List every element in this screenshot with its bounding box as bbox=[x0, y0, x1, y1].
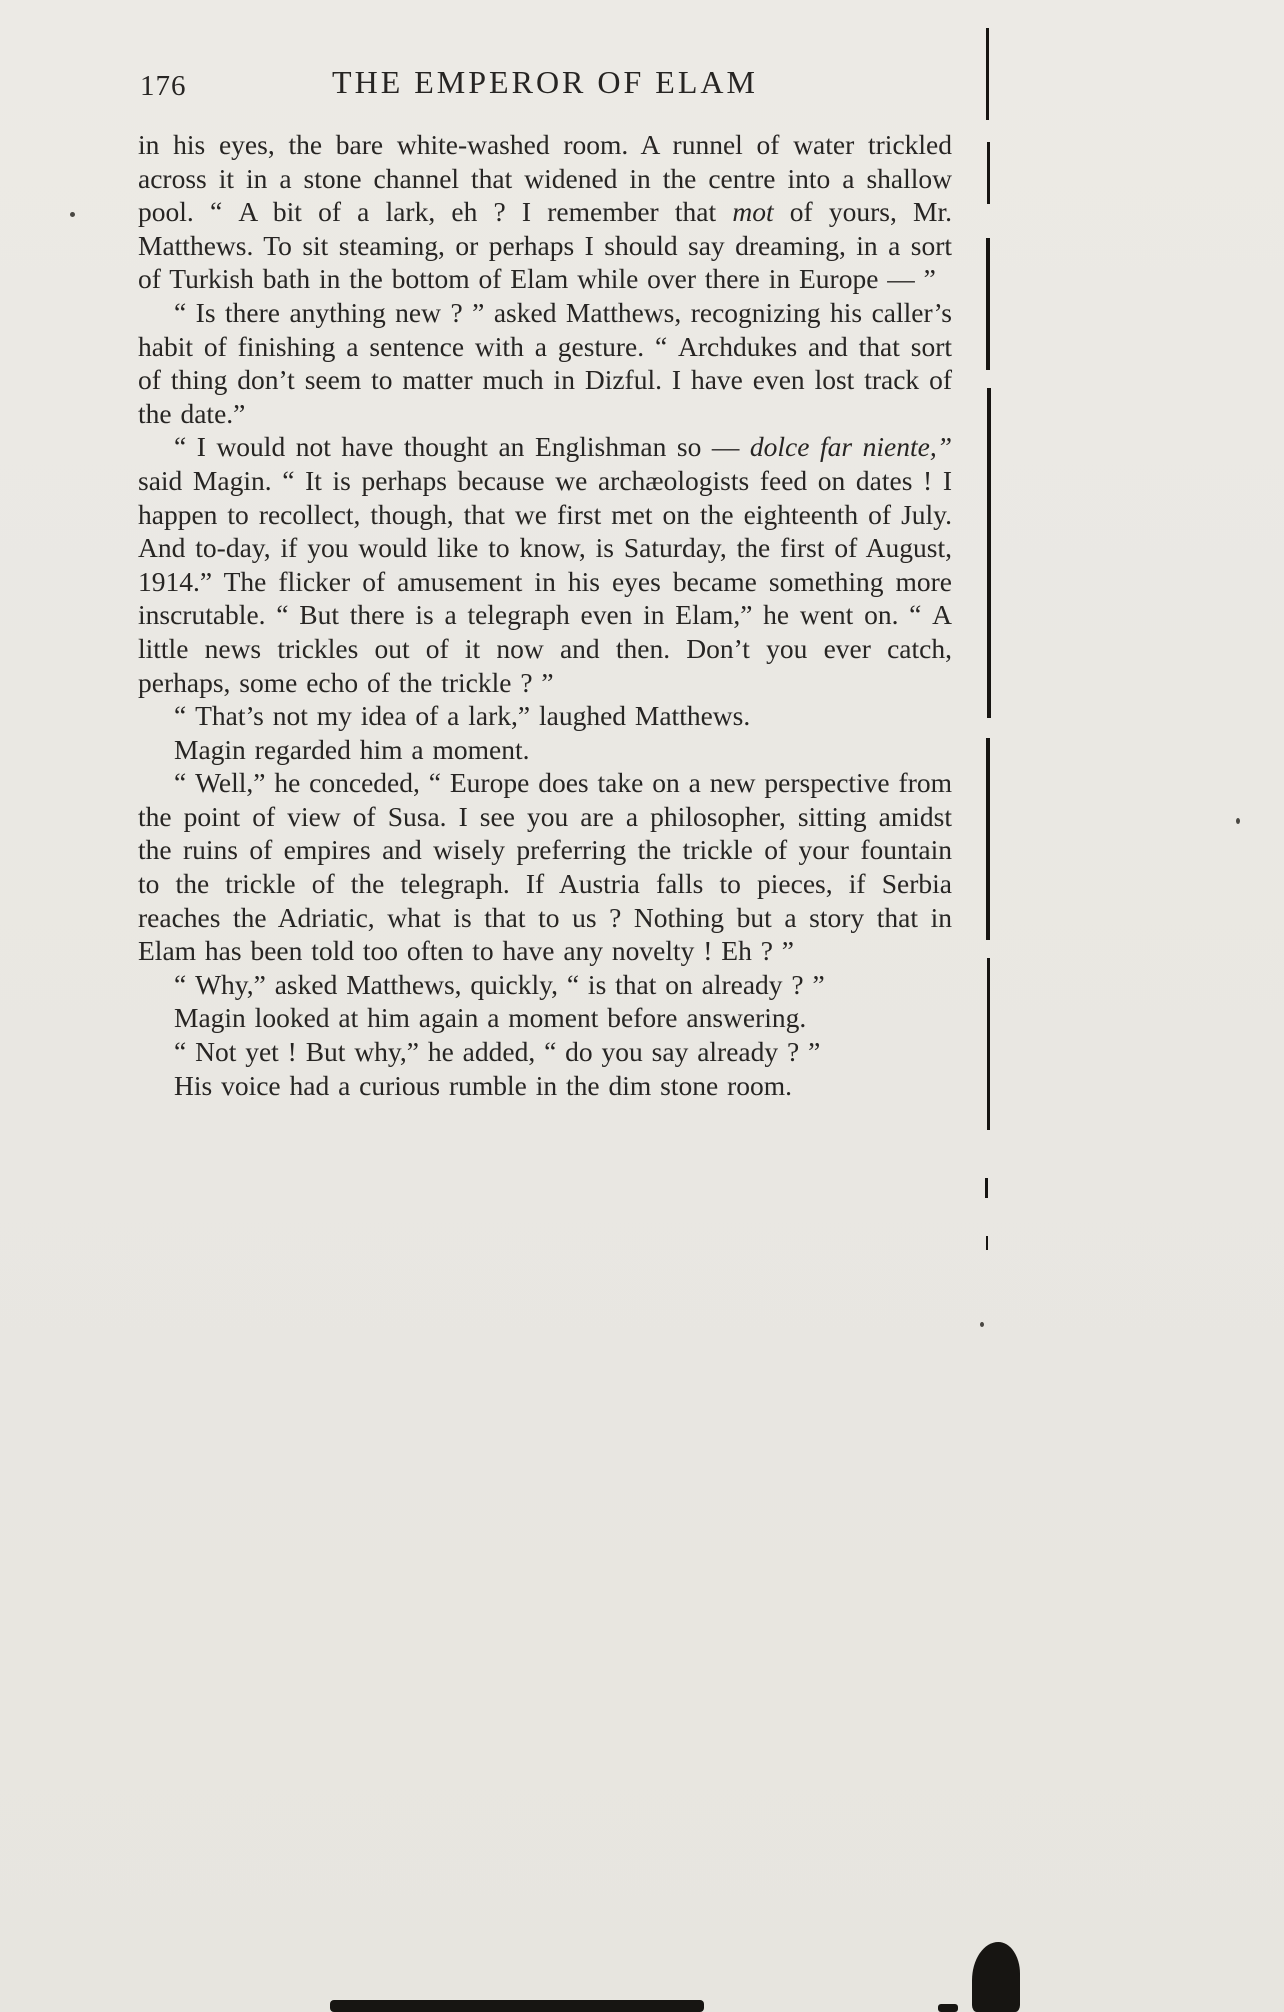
body-text: “ Not yet ! But why,” he added, “ do you say already ? ” bbox=[174, 1036, 821, 1068]
paragraph bbox=[138, 968, 952, 1002]
italic-text: mot bbox=[732, 196, 774, 228]
italic-text: dolce far niente,” bbox=[749, 431, 952, 463]
paragraph bbox=[138, 699, 952, 733]
body-text: His voice had a curious rumble in the dim stone room. bbox=[174, 1069, 793, 1101]
body-text: said Magin. “ It is perhaps because we archæologists feed on dates ! I happen to recollect, though, that we first met on the eighteenth of July. And to-day, if you would like to know, is Saturday, the first of August, 1914.” The flicker of amusement in his eyes became something more inscrutable. “ But there is a telegraph even in Elam,” he went on. “ A little news trickles out of it now and then. Don’t you ever catch, perhaps, some echo of the trickle ? ” bbox=[138, 464, 952, 698]
scan-bottom-mark bbox=[938, 2004, 958, 2012]
paragraph bbox=[138, 430, 952, 699]
scan-corner-blob bbox=[972, 1942, 1020, 2012]
body-text: “ I would not have thought an Englishman so — bbox=[174, 431, 750, 463]
scan-edge-line bbox=[986, 1236, 988, 1250]
paragraph bbox=[138, 733, 952, 767]
running-title: THE EMPEROR OF ELAM bbox=[332, 64, 758, 100]
scan-speck bbox=[70, 212, 75, 217]
scan-bottom-mark bbox=[330, 2000, 704, 2012]
scan-edge-line bbox=[987, 142, 990, 204]
page-header bbox=[138, 62, 952, 106]
scan-speck bbox=[1236, 818, 1240, 824]
paragraph bbox=[138, 1035, 952, 1069]
paragraph bbox=[138, 1001, 952, 1035]
scan-edge-line bbox=[986, 238, 990, 370]
body-text: “ That’s not my idea of a lark,” laughed Matthews. bbox=[174, 700, 751, 732]
scan-speck bbox=[980, 1322, 984, 1327]
page-number: 176 bbox=[140, 70, 187, 102]
paragraph bbox=[138, 1069, 952, 1103]
body-text: “ Is there anything new ? ” asked Matthews, recognizing his caller’s habit of finishing a sentence with a gesture. “ Archdukes and that sort of thing don’t seem to matter much in Dizful. I have even lost track of the date.” bbox=[138, 296, 952, 429]
paragraph bbox=[138, 766, 952, 968]
body-text: of yours, Mr. Matthews. To sit steaming, or perhaps I should say dreaming, in a sort of Turkish bath in the bottom of Elam while over there in Europe — ” bbox=[138, 196, 952, 295]
body-text: Magin regarded him a moment. bbox=[174, 733, 530, 765]
page-body bbox=[138, 128, 952, 1102]
scan-edge-line bbox=[985, 1178, 988, 1198]
scan-edge-line bbox=[986, 28, 989, 120]
body-text: Magin looked at him again a moment before answering. bbox=[174, 1002, 807, 1034]
scan-edge-line bbox=[987, 958, 990, 1130]
paragraph bbox=[138, 128, 952, 296]
body-text: “ Why,” asked Matthews, quickly, “ is that on already ? ” bbox=[174, 968, 825, 1000]
scan-edge-line bbox=[986, 738, 990, 940]
paragraph bbox=[138, 296, 952, 430]
body-text: “ Well,” he conceded, “ Europe does take on a new perspective from the point of view of Susa. I see you are a philosopher, sitting amidst the ruins of empires and wisely preferring the trickle of your fountain to the trickle of the telegraph. If Austria falls to pieces, if Serbia reaches the Adriatic, what is that to us ? Nothing but a story that in Elam has been told too often to have any novelty ! Eh ? ” bbox=[138, 767, 952, 967]
scan-edge-line bbox=[987, 388, 991, 718]
body-text: in his eyes, the bare white-washed room. A runnel of water trickled across it in a stone channel that widened in the centre into a shallow pool. “ A bit of a lark, eh ? I remember that bbox=[138, 129, 952, 228]
